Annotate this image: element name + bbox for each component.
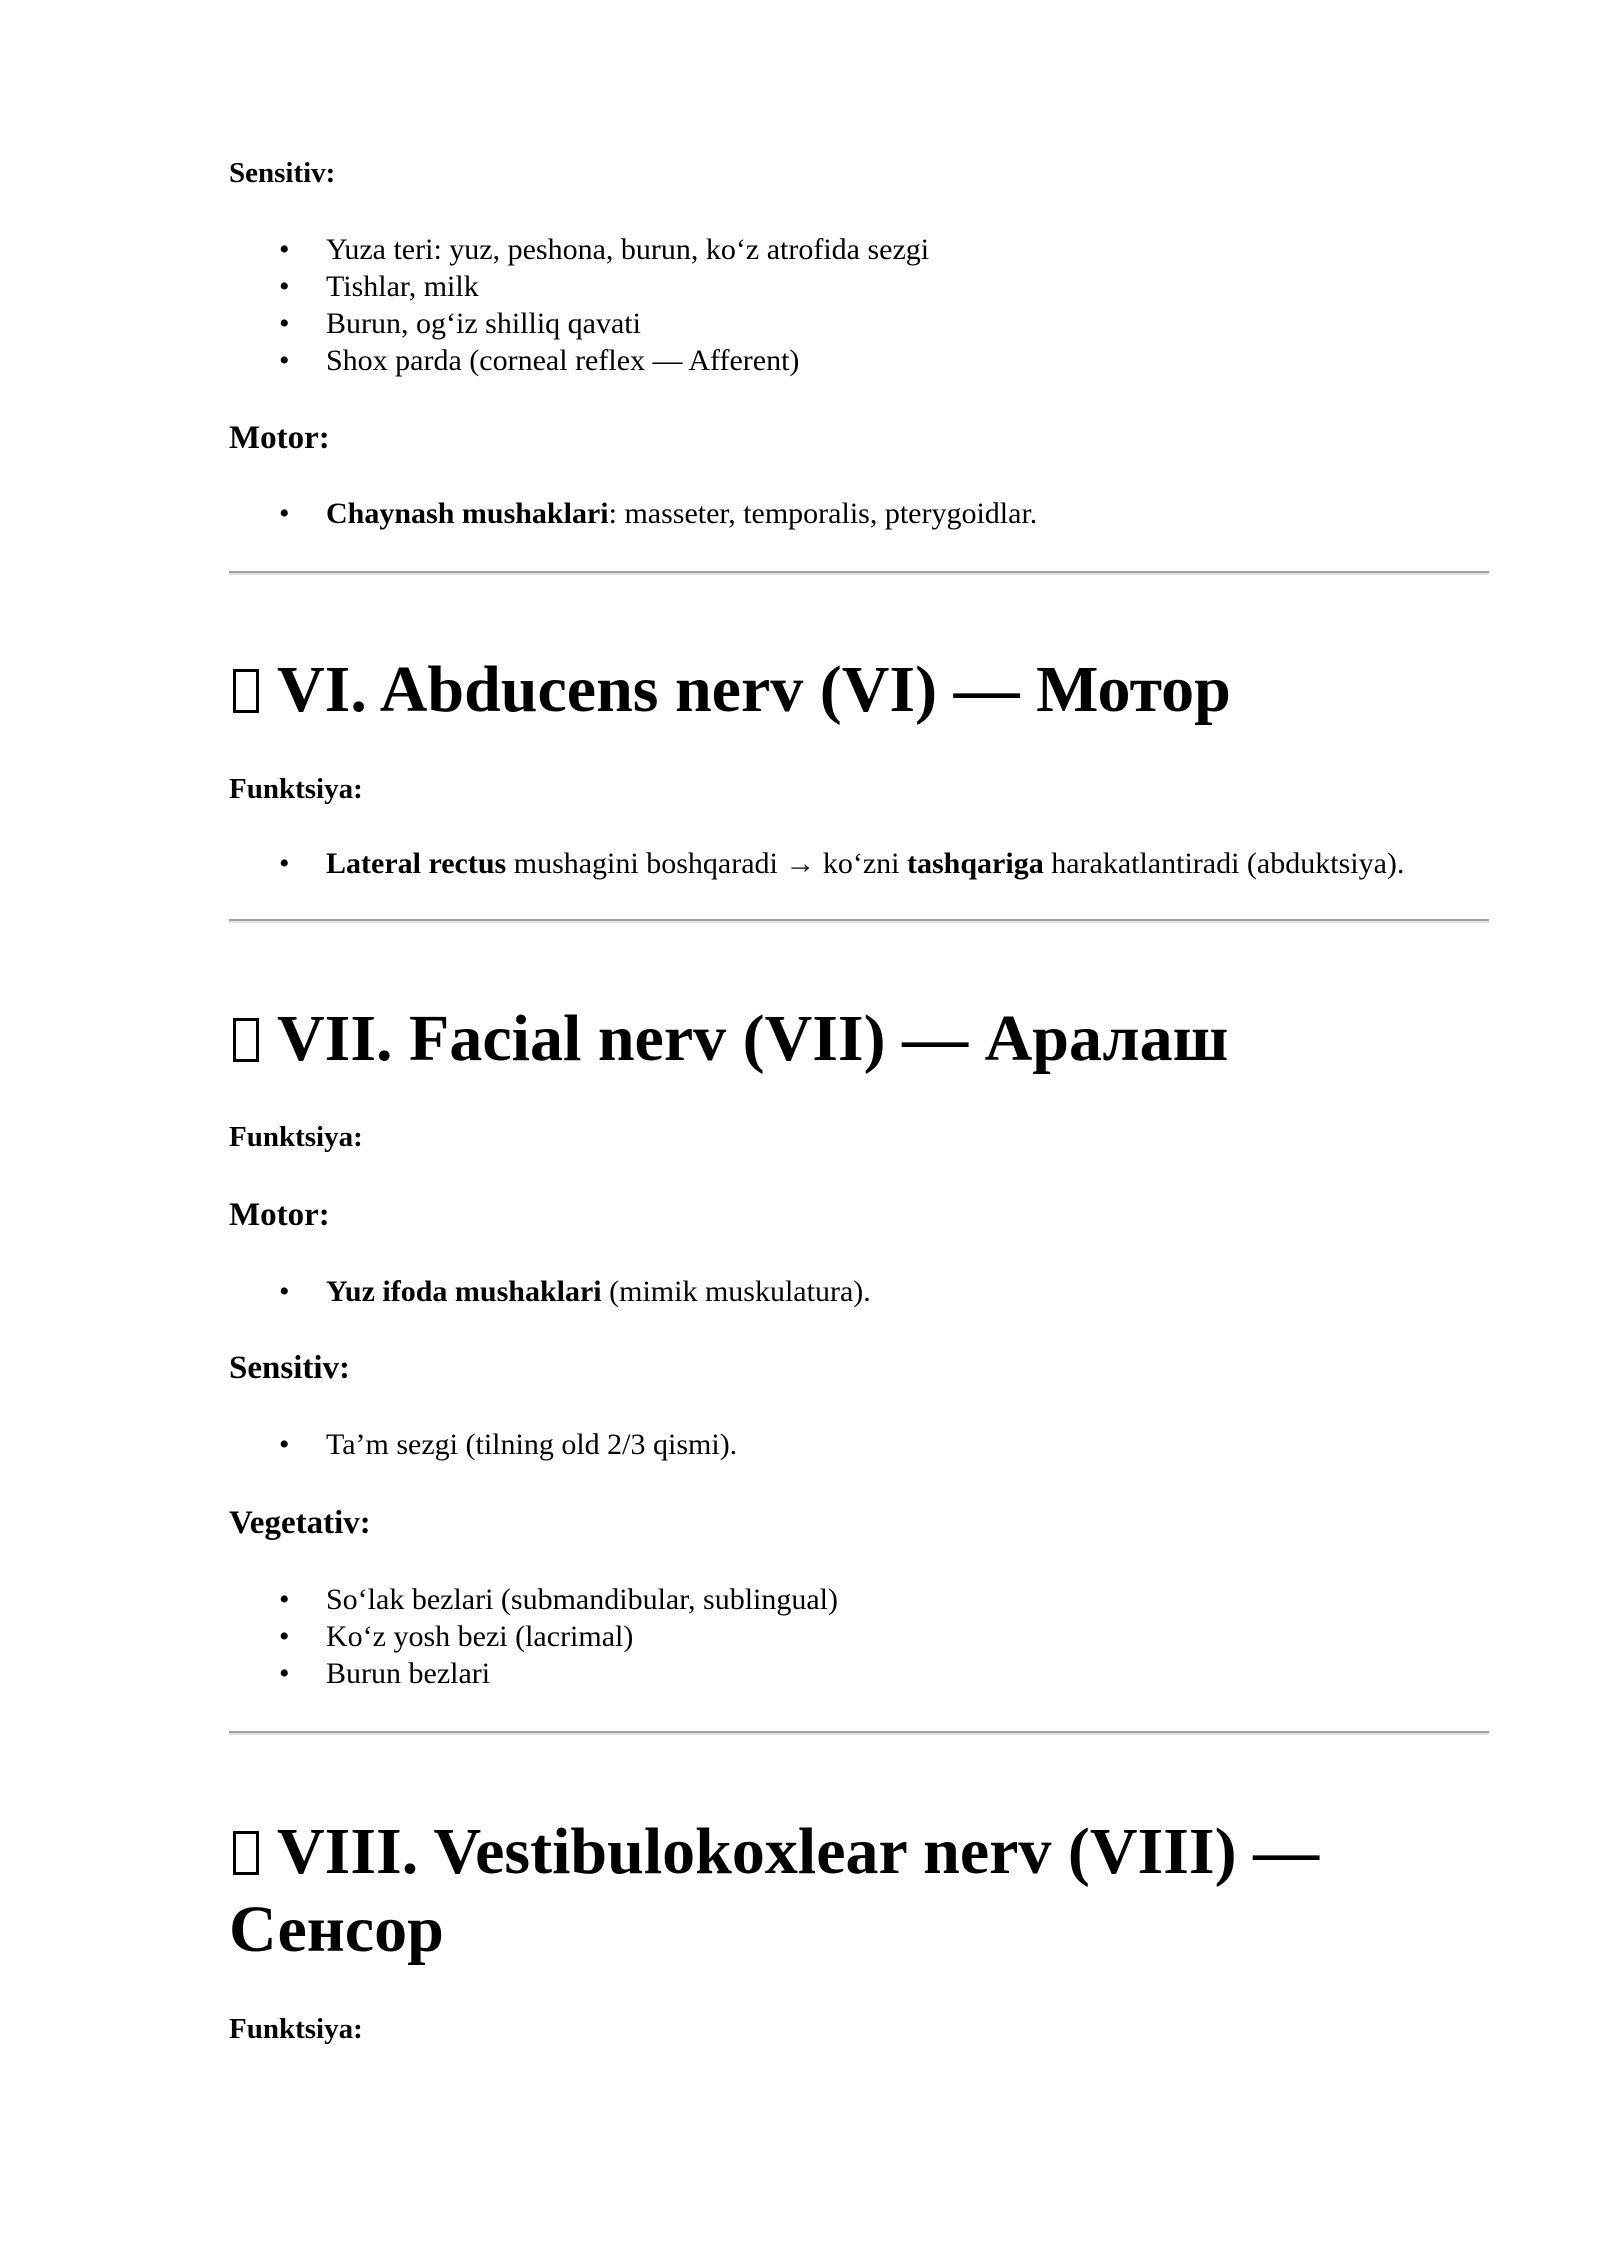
- list-item: [229, 231, 929, 268]
- funktsiya-label: Funktsiya:: [229, 1121, 363, 1153]
- list-item: [229, 342, 929, 379]
- motor-label: Motor:: [229, 420, 330, 456]
- bullet: •: [279, 1620, 290, 1653]
- section-heading-viii: [229, 1813, 1489, 1969]
- list-item-text: Tishlar, milk: [326, 270, 479, 303]
- list-item-text: : masseter, temporalis, pterygoidlar.: [608, 497, 1038, 530]
- bullet: •: [279, 847, 290, 880]
- heading-text: VI. Abducens nerv (VI) — Мотор: [277, 653, 1231, 726]
- sensitiv-label: Sensitiv:: [229, 1350, 351, 1386]
- list-item-text: Shox parda (corneal reflex — Afferent): [326, 344, 800, 377]
- list-item-text: Burun bezlari: [326, 1657, 491, 1690]
- section-heading-vii: [229, 1000, 1489, 1078]
- list-item: [229, 495, 1037, 532]
- list-item: [229, 1426, 737, 1463]
- bullet: •: [279, 270, 290, 303]
- bullet: •: [279, 307, 290, 340]
- list-item: [229, 845, 1404, 882]
- list-item: [229, 1581, 838, 1618]
- list-item: [229, 1655, 838, 1692]
- list-item-text: harakatlantiradi (abduktsiya).: [1043, 847, 1405, 880]
- sensitiv-label: Sensitiv:: [229, 157, 336, 189]
- bullet: •: [279, 233, 290, 266]
- sensitiv-list: [229, 231, 929, 379]
- horizontal-rule: [229, 919, 1489, 923]
- funktsiya-list: [229, 845, 1404, 882]
- bullet: •: [279, 1657, 290, 1690]
- missing-glyph-icon: [233, 1831, 259, 1875]
- horizontal-rule: [229, 1731, 1489, 1735]
- bullet: •: [279, 1275, 290, 1308]
- funktsiya-label: Funktsiya:: [229, 773, 363, 805]
- bullet: •: [279, 344, 290, 377]
- bullet: •: [279, 497, 290, 530]
- list-item-text: mushagini boshqaradi → ko‘zni: [506, 847, 908, 880]
- list-item-text: So‘lak bezlari (submandibular, sublingual): [326, 1583, 839, 1616]
- heading-text-line1: VIII. Vestibulokoxlear nerv (VIII) —: [277, 1815, 1320, 1888]
- list-item-bold: Yuz ifoda mushaklari: [326, 1275, 602, 1308]
- sensitiv-list: [229, 1426, 737, 1463]
- list-item: [229, 305, 929, 342]
- section-heading-vi: [229, 651, 1489, 729]
- bullet: •: [279, 1583, 290, 1616]
- list-item-text: Yuza teri: yuz, peshona, burun, ko‘z atrofida sezgi: [326, 233, 930, 266]
- list-item-bold: Lateral rectus: [326, 847, 507, 880]
- list-item-text: Ta’m sezgi (tilning old 2/3 qismi).: [326, 1428, 738, 1461]
- bullet: •: [279, 1428, 290, 1461]
- funktsiya-label: Funktsiya:: [229, 2013, 363, 2045]
- list-item-text: (mimik muskulatura).: [601, 1275, 871, 1308]
- list-item-bold: Chaynash mushaklari: [326, 497, 609, 530]
- vegetativ-list: [229, 1581, 838, 1692]
- motor-list: [229, 1273, 871, 1310]
- missing-glyph-icon: [233, 1018, 259, 1062]
- list-item: [229, 1273, 871, 1310]
- list-item-text: Ko‘z yosh bezi (lacrimal): [326, 1620, 634, 1653]
- motor-list: [229, 495, 1037, 532]
- motor-label: Motor:: [229, 1197, 330, 1233]
- list-item: [229, 268, 929, 305]
- list-item-bold: tashqariga: [907, 847, 1044, 880]
- list-item-text: Burun, og‘iz shilliq qavati: [326, 307, 641, 340]
- list-item: [229, 1618, 838, 1655]
- missing-glyph-icon: [233, 669, 259, 713]
- heading-text: VII. Facial nerv (VII) — Аралаш: [277, 1002, 1229, 1075]
- vegetativ-label: Vegetativ:: [229, 1505, 371, 1541]
- horizontal-rule: [229, 571, 1489, 575]
- heading-text-line2: Сенсор: [229, 1893, 444, 1966]
